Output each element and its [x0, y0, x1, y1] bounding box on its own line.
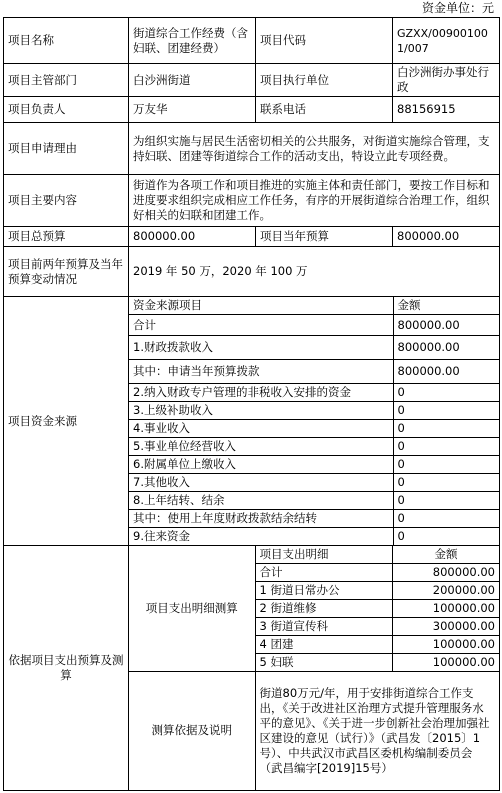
detail-item: 2 街道维修 — [256, 600, 393, 618]
project-name-label: 项目名称 — [4, 18, 129, 64]
budget-total: 800000.00 — [129, 227, 256, 247]
prev-budget-label: 项目前两年预算及当年预算变动情况 — [4, 247, 129, 297]
prev-budget: 2019 年 50 万，2020 年 100 万 — [129, 247, 500, 297]
detail-cell — [255, 546, 499, 672]
detail-amount: 100000.00 — [393, 600, 500, 618]
source-row — [129, 402, 499, 420]
source-row — [129, 510, 499, 528]
detail-label: 项目支出明细测算 — [129, 546, 255, 672]
source-row — [129, 336, 499, 360]
exec-label: 项目执行单位 — [256, 64, 393, 97]
source-row — [129, 438, 499, 456]
detail-item: 1 街道日常办公 — [256, 582, 393, 600]
detail-item: 合计 — [256, 564, 393, 582]
source-head-item: 资金来源项目 — [129, 297, 393, 315]
explain: 街道80万元/年，用于安排街道综合工作支出，《关于改进社区治理方式提升管理服务水平的意见》、《关于进一步创新社会治理加强社区建设的意见（试行）》（武昌发〔2015〕1号）、中共武汉市武昌区委机构编制委员会（武昌编字[2019]15号） — [255, 672, 499, 790]
source-cell — [129, 297, 500, 546]
dept-label: 项目主管部门 — [4, 64, 129, 97]
source-amount: 0 — [393, 474, 499, 492]
phone: 88156915 — [393, 97, 500, 123]
source-table — [129, 297, 499, 545]
project-name: 街道综合工作经费（含妇联、团建经费） — [129, 18, 256, 64]
exec: 白沙洲街办事处行政 — [393, 64, 500, 97]
project-code: GZXX/009001001/007 — [393, 18, 500, 64]
detail-amount: 200000.00 — [393, 582, 500, 600]
budget-year-label: 项目当年预算 — [256, 227, 393, 247]
basis-cell — [129, 546, 500, 791]
detail-head-row — [256, 546, 500, 564]
currency-unit: 资金单位：元 — [421, 1, 494, 15]
detail-row — [256, 654, 500, 672]
detail-row — [256, 564, 500, 582]
detail-amount: 100000.00 — [393, 636, 500, 654]
source-amount: 800000.00 — [393, 360, 499, 384]
source-amount: 0 — [393, 420, 499, 438]
source-head-row — [129, 297, 499, 315]
detail-item: 5 妇联 — [256, 654, 393, 672]
dept: 白沙洲街道 — [129, 64, 256, 97]
project-table — [3, 17, 500, 791]
source-amount: 800000.00 — [393, 336, 499, 360]
detail-row — [256, 618, 500, 636]
source-item: 3.上级补助收入 — [129, 402, 393, 420]
source-row — [129, 315, 499, 336]
source-item: 其中：使用上年度财政拨款结余结转 — [129, 510, 393, 528]
source-row — [129, 360, 499, 384]
source-item: 8.上年结转、结余 — [129, 492, 393, 510]
detail-amount: 800000.00 — [393, 564, 500, 582]
content: 街道作为各项工作和项目推进的实施主体和责任部门，要按工作目标和进度要求组织完成相应工作任务，有序的开展街道综合治理工作，组织好相关的妇联和团建工作。 — [129, 175, 500, 227]
source-amount: 0 — [393, 510, 499, 528]
source-item: 6.附属单位上缴收入 — [129, 456, 393, 474]
source-row — [129, 456, 499, 474]
source-amount: 0 — [393, 438, 499, 456]
reason: 为组织实施与居民生活密切相关的公共服务，对街道实施综合管理，支持妇联、团建等街道综合工作的活动支出，特设立此专项经费。 — [129, 123, 500, 175]
source-amount: 800000.00 — [393, 315, 499, 336]
source-amount: 0 — [393, 492, 499, 510]
source-item: 4.事业收入 — [129, 420, 393, 438]
source-row — [129, 492, 499, 510]
source-item: 7.其他收入 — [129, 474, 393, 492]
source-amount: 0 — [393, 528, 499, 546]
detail-row — [256, 636, 500, 654]
basis-label: 依据项目支出预算及测算 — [4, 546, 129, 791]
source-item: 9.往来资金 — [129, 528, 393, 546]
detail-item: 4 团建 — [256, 636, 393, 654]
detail-head-amount: 金额 — [393, 546, 500, 564]
detail-head-item: 项目支出明细 — [256, 546, 393, 564]
budget-year: 800000.00 — [393, 227, 500, 247]
source-head-amount: 金额 — [393, 297, 499, 315]
project-code-label: 项目代码 — [256, 18, 393, 64]
source-amount: 0 — [393, 456, 499, 474]
explain-label: 测算依据及说明 — [129, 672, 255, 790]
detail-row — [256, 582, 500, 600]
budget-total-label: 项目总预算 — [4, 227, 129, 247]
phone-label: 联系电话 — [256, 97, 393, 123]
source-amount: 0 — [393, 384, 499, 402]
reason-label: 项目申请理由 — [4, 123, 129, 175]
source-item: 其中：申请当年预算拨款 — [129, 360, 393, 384]
detail-amount: 300000.00 — [393, 618, 500, 636]
source-row — [129, 384, 499, 402]
source-row — [129, 420, 499, 438]
source-amount: 0 — [393, 402, 499, 420]
detail-amount: 100000.00 — [393, 654, 500, 672]
source-item: 2.纳入财政专户管理的非税收入安排的资金 — [129, 384, 393, 402]
source-item: 合计 — [129, 315, 393, 336]
source-item: 1.财政拨款收入 — [129, 336, 393, 360]
source-row — [129, 474, 499, 492]
content-label: 项目主要内容 — [4, 175, 129, 227]
basis-table — [129, 546, 499, 790]
detail-row — [256, 600, 500, 618]
leader: 万友华 — [129, 97, 256, 123]
source-label: 项目资金来源 — [4, 297, 129, 546]
source-item: 5.事业单位经营收入 — [129, 438, 393, 456]
detail-table — [256, 546, 500, 671]
detail-item: 3 街道宣传科 — [256, 618, 393, 636]
source-row — [129, 528, 499, 546]
leader-label: 项目负责人 — [4, 97, 129, 123]
